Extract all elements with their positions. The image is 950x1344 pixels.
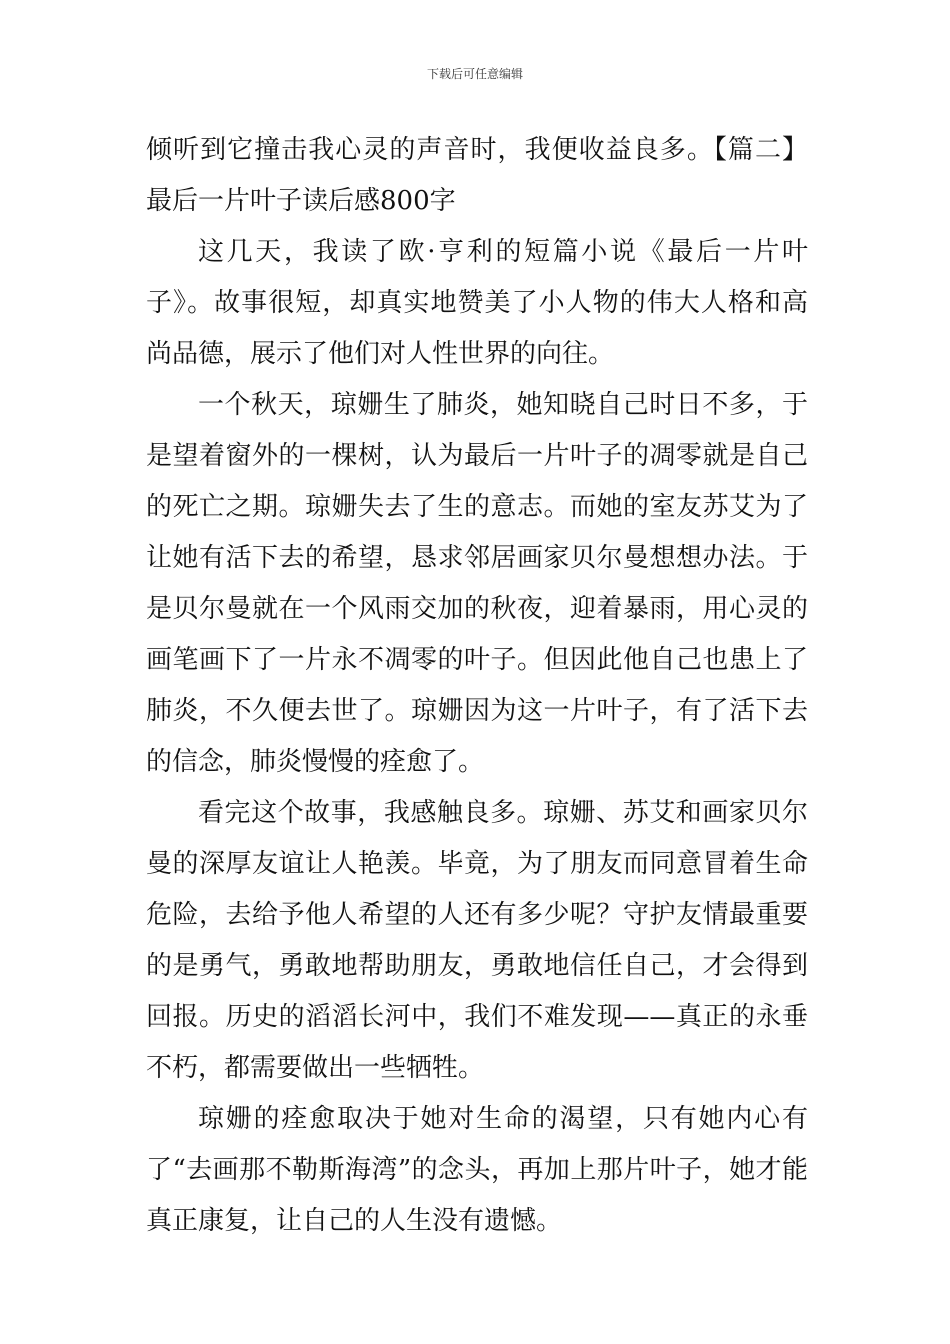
paragraph-conclusion: 琼姗的痊愈取决于她对生命的渴望，只有她内心有了“去画那不勒斯海湾”的念头，再加上那片叶子，她才能真正康复，让自己的人生没有遗憾。 (146, 1104, 808, 1236)
paragraph-continuation: 倾听到它撞击我心灵的声音时，我便收益良多。【篇二】最后一片叶子读后感800字 (146, 135, 808, 216)
paragraph-reflection: 看完这个故事，我感触良多。琼姗、苏艾和画家贝尔曼的深厚友谊让人艳羡。毕竟，为了朋友而同意冒着生命危险，去给予他人希望的人还有多少呢？守护友情最重要的是勇气，勇敢地帮助朋友，勇敢地信任自己，才会得到回报。历史的滔滔长河中，我们不难发现——真正的永垂不朽，都需要做出一些牺牲。 (146, 798, 808, 1083)
document-body (146, 125, 808, 1247)
paragraph-story: 一个秋天，琼姗生了肺炎，她知晓自己时日不多，于是望着窗外的一棵树，认为最后一片叶子的凋零就是自己的死亡之期。琼姗失去了生的意志。而她的室友苏艾为了让她有活下去的希望，恳求邻居画家贝尔曼想想办法。于是贝尔曼就在一个风雨交加的秋夜，迎着暴雨，用心灵的画笔画下了一片永不凋零的叶子。但因此他自己也患上了肺炎，不久便去世了。琼姗因为这一片叶子，有了活下去的信念，肺炎慢慢的痊愈了。 (146, 390, 808, 777)
header-note: 下载后可任意编辑 (426, 67, 523, 81)
paragraph-intro: 这几天，我读了欧·亨利的短篇小说《最后一片叶子》。故事很短，却真实地赞美了小人物的伟大人格和高尚品德，展示了他们对人性世界的向往。 (146, 237, 808, 369)
